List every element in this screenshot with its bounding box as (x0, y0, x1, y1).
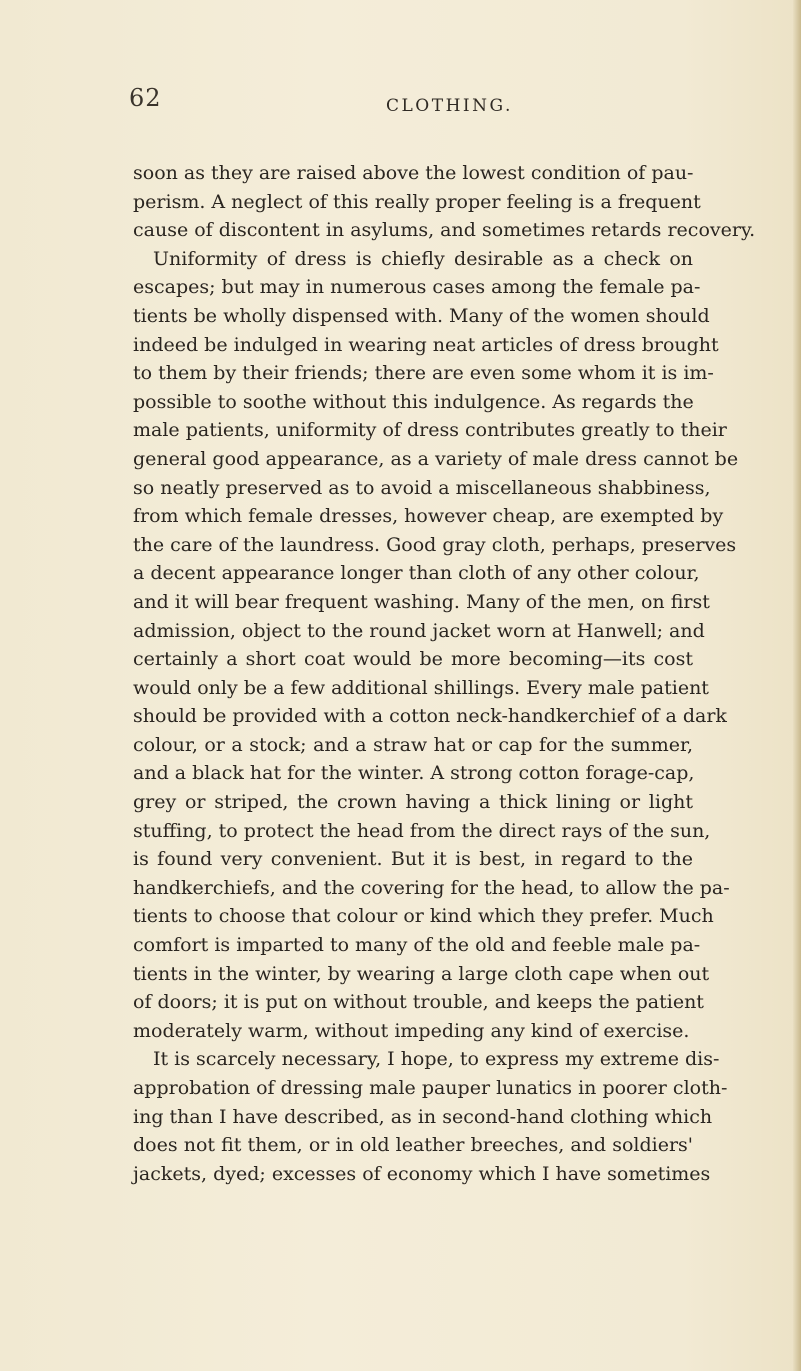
text-line: ing than I have described, as in second-hand clothing which (133, 1105, 713, 1128)
page-edge (793, 0, 801, 1371)
text-line: to them by their friends; there are even some whom it is im- (133, 362, 714, 385)
text-line: stuffing, to protect the head from the direct rays of the sun, (133, 819, 711, 842)
text-line: tients be wholly dispensed with. Many of the women should (133, 304, 710, 327)
text-line: colour, or a stock; and a straw hat or cap for the summer, (133, 733, 693, 756)
text-line: of doors; it is put on without trouble, and keeps the patient (133, 991, 704, 1014)
text-line: jackets, dyed; excesses of economy which I have sometimes (133, 1162, 711, 1185)
text-line: moderately warm, without impeding any kind of exercise. (133, 1019, 690, 1042)
text-line: from which female dresses, however cheap, are exempted by (133, 505, 724, 528)
text-line: and it will bear frequent washing. Many of the men, on first (133, 590, 710, 613)
text-line: Uniformity of dress is chiefly desirable as a check on (153, 247, 693, 270)
text-line: admission, object to the round jacket worn at Hanwell; and (133, 619, 705, 642)
text-line: male patients, uniformity of dress contributes greatly to their (133, 419, 727, 442)
text-line: general good appearance, as a variety of male dress cannot be (133, 447, 739, 470)
text-line: approbation of dressing male pauper lunatics in poorer cloth- (133, 1077, 728, 1099)
text-line: handkerchiefs, and the covering for the head, to allow the pa- (133, 876, 730, 899)
text-line: certainly a short coat would be more becoming—its cost (133, 648, 693, 671)
text-line: It is scarcely necessary, I hope, to express my extreme dis- (153, 1048, 720, 1071)
text-line: and a black hat for the winter. A strong cotton forage-cap, (133, 762, 695, 785)
text-line: tients to choose that colour or kind which they prefer. Much (133, 905, 714, 928)
text-line: would only be a few additional shillings. Every male patient (133, 676, 709, 699)
running-head: CLOTHING. (386, 96, 513, 116)
text-line: possible to soothe without this indulgence. As regards the (133, 390, 694, 413)
page-number: 62 (129, 84, 162, 112)
text-line: so neatly preserved as to avoid a miscellaneous shabbiness, (133, 476, 711, 499)
text-line: perism. A neglect of this really proper feeling is a frequent (133, 190, 701, 213)
text-line: the care of the laundress. Good gray cloth, perhaps, preserves (133, 533, 737, 556)
text-line: comfort is imparted to many of the old and feeble male pa- (133, 934, 701, 957)
body-text (133, 159, 756, 1188)
text-line: cause of discontent in asylums, and sometimes retards recovery. (133, 219, 756, 242)
text-line: a decent appearance longer than cloth of any other colour, (133, 562, 700, 585)
text-line: is found very convenient. But it is best, in regard to the (133, 848, 693, 871)
text-line: indeed be indulged in wearing neat articles of dress brought (133, 333, 719, 356)
text-line: tients in the winter, by wearing a large cloth cape when out (133, 962, 710, 985)
text-line: soon as they are raised above the lowest condition of pau- (133, 162, 694, 184)
text-line: grey or striped, the crown having a thick lining or light (133, 791, 693, 814)
text-line: should be provided with a cotton neck-handkerchief of a dark (133, 705, 727, 728)
text-line: does not fit them, or in old leather breeches, and soldiers' (133, 1134, 693, 1157)
text-line: escapes; but may in numerous cases among the female pa- (133, 276, 701, 299)
